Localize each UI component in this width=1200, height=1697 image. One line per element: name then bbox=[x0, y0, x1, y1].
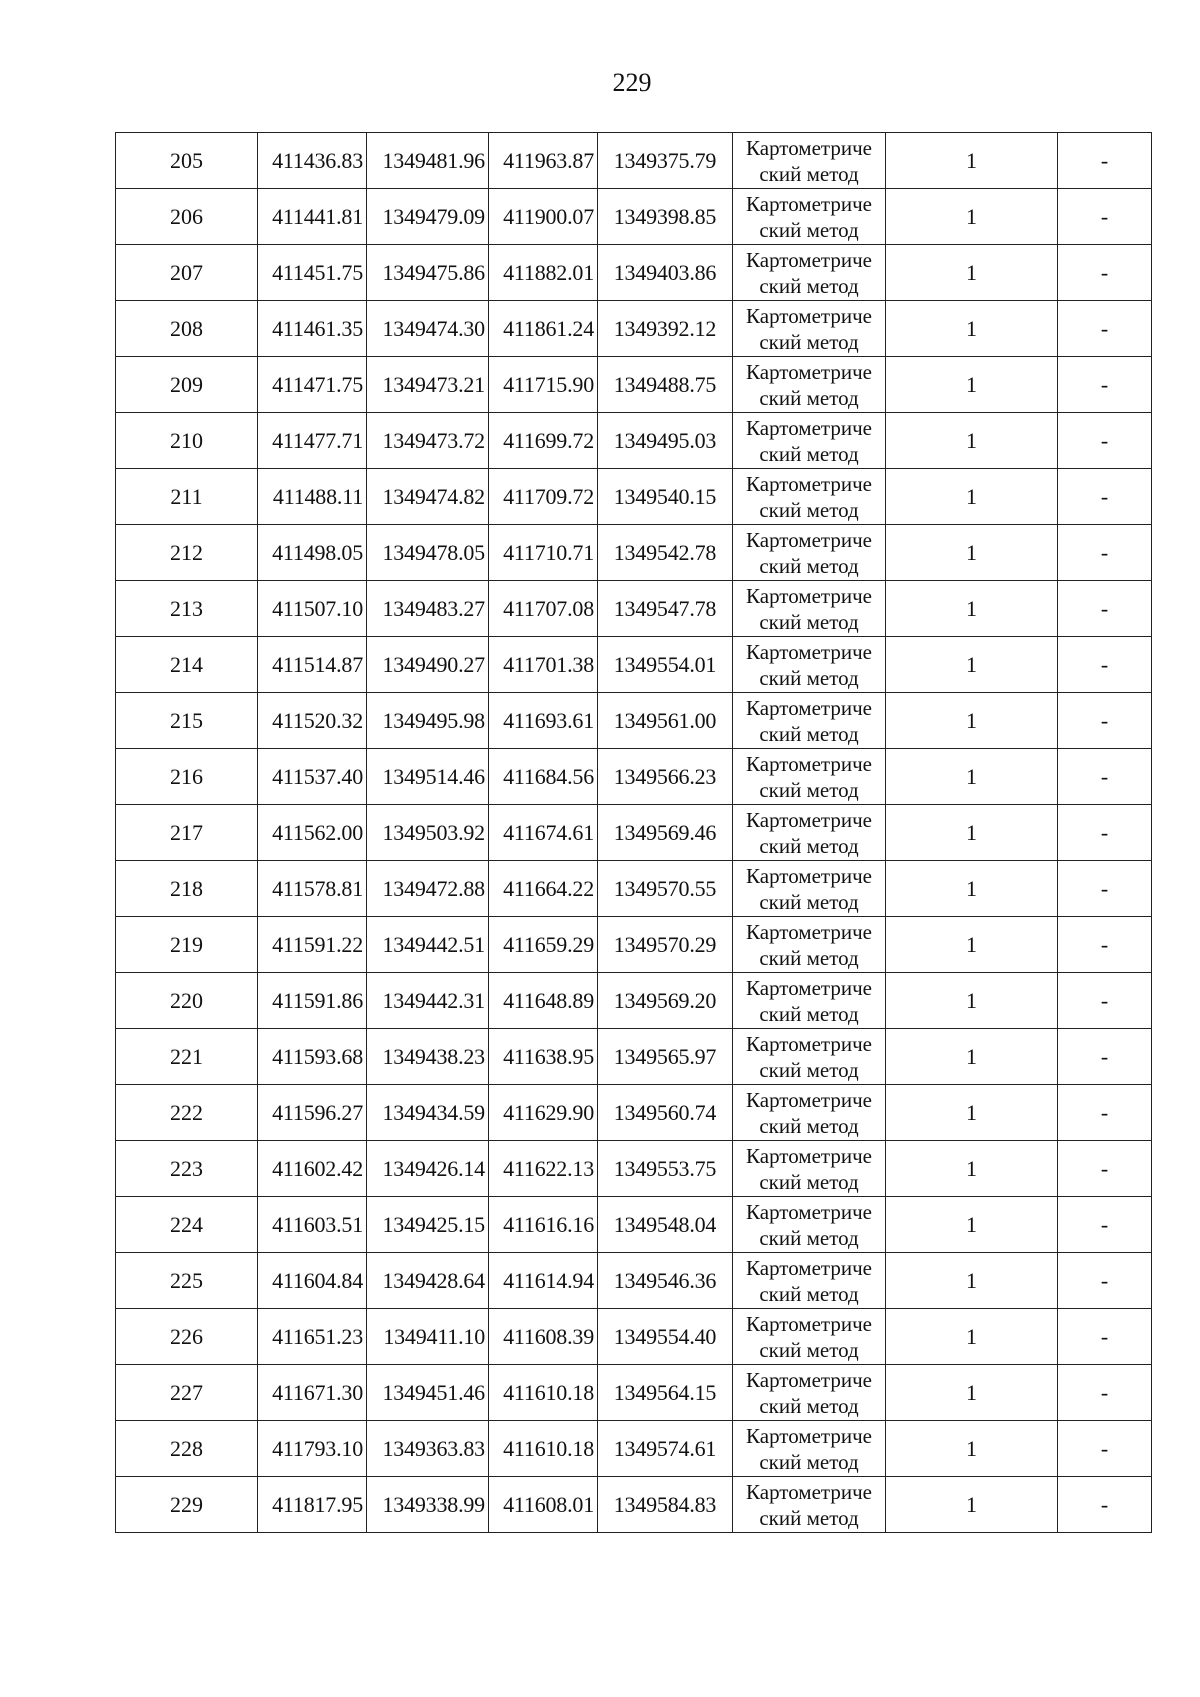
y1-coordinate-cell: 1349442.51 bbox=[367, 917, 489, 973]
method-line-2: ский метод bbox=[759, 1449, 859, 1474]
x2-coordinate-cell: 411710.71 bbox=[489, 525, 598, 581]
point-number-cell: 208 bbox=[116, 301, 258, 357]
y2-coordinate-cell: 1349375.79 bbox=[598, 133, 733, 189]
x2-coordinate-cell: 411610.18 bbox=[489, 1421, 598, 1477]
accuracy-cell: 1 bbox=[886, 1253, 1058, 1309]
y1-coordinate-cell: 1349474.30 bbox=[367, 301, 489, 357]
x2-coordinate-cell: 411693.61 bbox=[489, 693, 598, 749]
method-line-2: ский метод bbox=[759, 1337, 859, 1362]
note-cell: - bbox=[1058, 861, 1152, 917]
table-row bbox=[116, 749, 1152, 805]
table-body bbox=[116, 133, 1152, 1533]
y2-coordinate-cell: 1349566.23 bbox=[598, 749, 733, 805]
x1-coordinate-cell: 411507.10 bbox=[258, 581, 367, 637]
method-line-2: ский метод bbox=[759, 1001, 859, 1026]
method-line-1: Картометриче bbox=[746, 1423, 872, 1448]
y2-coordinate-cell: 1349392.12 bbox=[598, 301, 733, 357]
y2-coordinate-cell: 1349542.78 bbox=[598, 525, 733, 581]
y1-coordinate-cell: 1349481.96 bbox=[367, 133, 489, 189]
method-cell bbox=[733, 1477, 886, 1533]
x2-coordinate-cell: 411709.72 bbox=[489, 469, 598, 525]
x2-coordinate-cell: 411616.16 bbox=[489, 1197, 598, 1253]
table-row bbox=[116, 357, 1152, 413]
y2-coordinate-cell: 1349584.83 bbox=[598, 1477, 733, 1533]
table-row bbox=[116, 525, 1152, 581]
method-line-2: ский метод bbox=[759, 777, 859, 802]
y2-coordinate-cell: 1349403.86 bbox=[598, 245, 733, 301]
note-cell: - bbox=[1058, 1477, 1152, 1533]
method-line-1: Картометриче bbox=[746, 527, 872, 552]
y2-coordinate-cell: 1349495.03 bbox=[598, 413, 733, 469]
y2-coordinate-cell: 1349569.46 bbox=[598, 805, 733, 861]
point-number-cell: 213 bbox=[116, 581, 258, 637]
table-row bbox=[116, 1421, 1152, 1477]
y2-coordinate-cell: 1349570.55 bbox=[598, 861, 733, 917]
accuracy-cell: 1 bbox=[886, 1141, 1058, 1197]
y1-coordinate-cell: 1349442.31 bbox=[367, 973, 489, 1029]
method-line-1: Картометриче bbox=[746, 1311, 872, 1336]
point-number-cell: 207 bbox=[116, 245, 258, 301]
x1-coordinate-cell: 411488.11 bbox=[258, 469, 367, 525]
y1-coordinate-cell: 1349490.27 bbox=[367, 637, 489, 693]
y1-coordinate-cell: 1349411.10 bbox=[367, 1309, 489, 1365]
x1-coordinate-cell: 411591.86 bbox=[258, 973, 367, 1029]
y2-coordinate-cell: 1349547.78 bbox=[598, 581, 733, 637]
x2-coordinate-cell: 411664.22 bbox=[489, 861, 598, 917]
point-number-cell: 206 bbox=[116, 189, 258, 245]
table-row bbox=[116, 301, 1152, 357]
method-cell bbox=[733, 637, 886, 693]
table-row bbox=[116, 973, 1152, 1029]
method-line-1: Картометриче bbox=[746, 695, 872, 720]
note-cell: - bbox=[1058, 245, 1152, 301]
accuracy-cell: 1 bbox=[886, 189, 1058, 245]
method-line-1: Картометриче bbox=[746, 1087, 872, 1112]
accuracy-cell: 1 bbox=[886, 1029, 1058, 1085]
x1-coordinate-cell: 411602.42 bbox=[258, 1141, 367, 1197]
x2-coordinate-cell: 411629.90 bbox=[489, 1085, 598, 1141]
note-cell: - bbox=[1058, 1309, 1152, 1365]
method-line-2: ский метод bbox=[759, 1505, 859, 1530]
accuracy-cell: 1 bbox=[886, 1365, 1058, 1421]
x1-coordinate-cell: 411461.35 bbox=[258, 301, 367, 357]
y2-coordinate-cell: 1349565.97 bbox=[598, 1029, 733, 1085]
point-number-cell: 211 bbox=[116, 469, 258, 525]
method-cell bbox=[733, 1365, 886, 1421]
y1-coordinate-cell: 1349425.15 bbox=[367, 1197, 489, 1253]
y2-coordinate-cell: 1349553.75 bbox=[598, 1141, 733, 1197]
note-cell: - bbox=[1058, 189, 1152, 245]
x2-coordinate-cell: 411861.24 bbox=[489, 301, 598, 357]
method-line-1: Картометриче bbox=[746, 919, 872, 944]
x1-coordinate-cell: 411596.27 bbox=[258, 1085, 367, 1141]
method-cell bbox=[733, 1309, 886, 1365]
note-cell: - bbox=[1058, 1141, 1152, 1197]
method-line-2: ский метод bbox=[759, 217, 859, 242]
note-cell: - bbox=[1058, 805, 1152, 861]
method-line-1: Картометриче bbox=[746, 1367, 872, 1392]
method-line-1: Картометриче bbox=[746, 415, 872, 440]
y2-coordinate-cell: 1349574.61 bbox=[598, 1421, 733, 1477]
point-number-cell: 228 bbox=[116, 1421, 258, 1477]
x2-coordinate-cell: 411648.89 bbox=[489, 973, 598, 1029]
method-cell bbox=[733, 749, 886, 805]
method-cell bbox=[733, 525, 886, 581]
x1-coordinate-cell: 411436.83 bbox=[258, 133, 367, 189]
x2-coordinate-cell: 411622.13 bbox=[489, 1141, 598, 1197]
accuracy-cell: 1 bbox=[886, 749, 1058, 805]
x2-coordinate-cell: 411684.56 bbox=[489, 749, 598, 805]
y1-coordinate-cell: 1349478.05 bbox=[367, 525, 489, 581]
method-line-2: ский метод bbox=[759, 385, 859, 410]
x1-coordinate-cell: 411514.87 bbox=[258, 637, 367, 693]
note-cell: - bbox=[1058, 1197, 1152, 1253]
method-cell bbox=[733, 973, 886, 1029]
note-cell: - bbox=[1058, 637, 1152, 693]
accuracy-cell: 1 bbox=[886, 245, 1058, 301]
y1-coordinate-cell: 1349363.83 bbox=[367, 1421, 489, 1477]
x1-coordinate-cell: 411593.68 bbox=[258, 1029, 367, 1085]
table-row bbox=[116, 805, 1152, 861]
table-row bbox=[116, 1029, 1152, 1085]
x2-coordinate-cell: 411715.90 bbox=[489, 357, 598, 413]
method-line-2: ский метод bbox=[759, 945, 859, 970]
method-cell bbox=[733, 1141, 886, 1197]
point-number-cell: 215 bbox=[116, 693, 258, 749]
accuracy-cell: 1 bbox=[886, 693, 1058, 749]
table-row bbox=[116, 189, 1152, 245]
method-line-2: ский метод bbox=[759, 1169, 859, 1194]
method-cell bbox=[733, 805, 886, 861]
x1-coordinate-cell: 411671.30 bbox=[258, 1365, 367, 1421]
point-number-cell: 216 bbox=[116, 749, 258, 805]
method-cell bbox=[733, 245, 886, 301]
note-cell: - bbox=[1058, 917, 1152, 973]
x1-coordinate-cell: 411793.10 bbox=[258, 1421, 367, 1477]
accuracy-cell: 1 bbox=[886, 805, 1058, 861]
table-row bbox=[116, 1477, 1152, 1533]
point-number-cell: 205 bbox=[116, 133, 258, 189]
point-number-cell: 223 bbox=[116, 1141, 258, 1197]
accuracy-cell: 1 bbox=[886, 133, 1058, 189]
x1-coordinate-cell: 411591.22 bbox=[258, 917, 367, 973]
method-line-2: ский метод bbox=[759, 1057, 859, 1082]
method-line-2: ский метод bbox=[759, 161, 859, 186]
y1-coordinate-cell: 1349479.09 bbox=[367, 189, 489, 245]
note-cell: - bbox=[1058, 357, 1152, 413]
method-line-1: Картометриче bbox=[746, 135, 872, 160]
note-cell: - bbox=[1058, 301, 1152, 357]
point-number-cell: 219 bbox=[116, 917, 258, 973]
x1-coordinate-cell: 411520.32 bbox=[258, 693, 367, 749]
y2-coordinate-cell: 1349560.74 bbox=[598, 1085, 733, 1141]
y2-coordinate-cell: 1349540.15 bbox=[598, 469, 733, 525]
method-line-2: ский метод bbox=[759, 273, 859, 298]
note-cell: - bbox=[1058, 1029, 1152, 1085]
method-line-2: ский метод bbox=[759, 833, 859, 858]
y1-coordinate-cell: 1349434.59 bbox=[367, 1085, 489, 1141]
point-number-cell: 227 bbox=[116, 1365, 258, 1421]
point-number-cell: 210 bbox=[116, 413, 258, 469]
method-line-2: ский метод bbox=[759, 609, 859, 634]
x1-coordinate-cell: 411817.95 bbox=[258, 1477, 367, 1533]
x2-coordinate-cell: 411608.01 bbox=[489, 1477, 598, 1533]
accuracy-cell: 1 bbox=[886, 1085, 1058, 1141]
accuracy-cell: 1 bbox=[886, 973, 1058, 1029]
y1-coordinate-cell: 1349438.23 bbox=[367, 1029, 489, 1085]
note-cell: - bbox=[1058, 1421, 1152, 1477]
x1-coordinate-cell: 411498.05 bbox=[258, 525, 367, 581]
method-cell bbox=[733, 1253, 886, 1309]
method-cell bbox=[733, 469, 886, 525]
note-cell: - bbox=[1058, 1253, 1152, 1309]
y1-coordinate-cell: 1349474.82 bbox=[367, 469, 489, 525]
x2-coordinate-cell: 411699.72 bbox=[489, 413, 598, 469]
method-line-2: ский метод bbox=[759, 441, 859, 466]
y1-coordinate-cell: 1349514.46 bbox=[367, 749, 489, 805]
table-row bbox=[116, 1253, 1152, 1309]
x2-coordinate-cell: 411610.18 bbox=[489, 1365, 598, 1421]
note-cell: - bbox=[1058, 693, 1152, 749]
method-line-2: ский метод bbox=[759, 497, 859, 522]
method-cell bbox=[733, 189, 886, 245]
method-line-1: Картометриче bbox=[746, 303, 872, 328]
method-line-1: Картометриче bbox=[746, 807, 872, 832]
accuracy-cell: 1 bbox=[886, 469, 1058, 525]
x1-coordinate-cell: 411604.84 bbox=[258, 1253, 367, 1309]
method-line-1: Картометриче bbox=[746, 1031, 872, 1056]
y2-coordinate-cell: 1349561.00 bbox=[598, 693, 733, 749]
method-line-1: Картометриче bbox=[746, 471, 872, 496]
x2-coordinate-cell: 411707.08 bbox=[489, 581, 598, 637]
x2-coordinate-cell: 411659.29 bbox=[489, 917, 598, 973]
x1-coordinate-cell: 411441.81 bbox=[258, 189, 367, 245]
y2-coordinate-cell: 1349546.36 bbox=[598, 1253, 733, 1309]
x2-coordinate-cell: 411900.07 bbox=[489, 189, 598, 245]
method-line-1: Картометриче bbox=[746, 863, 872, 888]
method-cell bbox=[733, 581, 886, 637]
x1-coordinate-cell: 411537.40 bbox=[258, 749, 367, 805]
point-number-cell: 220 bbox=[116, 973, 258, 1029]
note-cell: - bbox=[1058, 413, 1152, 469]
method-line-2: ский метод bbox=[759, 889, 859, 914]
y2-coordinate-cell: 1349554.01 bbox=[598, 637, 733, 693]
point-number-cell: 209 bbox=[116, 357, 258, 413]
y2-coordinate-cell: 1349488.75 bbox=[598, 357, 733, 413]
table-row bbox=[116, 1141, 1152, 1197]
accuracy-cell: 1 bbox=[886, 637, 1058, 693]
point-number-cell: 212 bbox=[116, 525, 258, 581]
y1-coordinate-cell: 1349451.46 bbox=[367, 1365, 489, 1421]
method-cell bbox=[733, 301, 886, 357]
method-line-1: Картометриче bbox=[746, 583, 872, 608]
point-number-cell: 221 bbox=[116, 1029, 258, 1085]
method-line-1: Картометриче bbox=[746, 247, 872, 272]
method-cell bbox=[733, 1085, 886, 1141]
x1-coordinate-cell: 411578.81 bbox=[258, 861, 367, 917]
method-line-1: Картометриче bbox=[746, 359, 872, 384]
table-row bbox=[116, 245, 1152, 301]
accuracy-cell: 1 bbox=[886, 1197, 1058, 1253]
table-row bbox=[116, 1085, 1152, 1141]
table-row bbox=[116, 1197, 1152, 1253]
x2-coordinate-cell: 411882.01 bbox=[489, 245, 598, 301]
accuracy-cell: 1 bbox=[886, 357, 1058, 413]
point-number-cell: 218 bbox=[116, 861, 258, 917]
y1-coordinate-cell: 1349473.72 bbox=[367, 413, 489, 469]
method-line-1: Картометриче bbox=[746, 1479, 872, 1504]
point-number-cell: 225 bbox=[116, 1253, 258, 1309]
note-cell: - bbox=[1058, 133, 1152, 189]
x2-coordinate-cell: 411963.87 bbox=[489, 133, 598, 189]
method-cell bbox=[733, 413, 886, 469]
y1-coordinate-cell: 1349473.21 bbox=[367, 357, 489, 413]
method-line-1: Картометриче bbox=[746, 975, 872, 1000]
accuracy-cell: 1 bbox=[886, 413, 1058, 469]
table-row bbox=[116, 1365, 1152, 1421]
y1-coordinate-cell: 1349426.14 bbox=[367, 1141, 489, 1197]
x2-coordinate-cell: 411674.61 bbox=[489, 805, 598, 861]
table-row bbox=[116, 413, 1152, 469]
accuracy-cell: 1 bbox=[886, 581, 1058, 637]
note-cell: - bbox=[1058, 1365, 1152, 1421]
point-number-cell: 222 bbox=[116, 1085, 258, 1141]
method-line-1: Картометриче bbox=[746, 191, 872, 216]
table-row bbox=[116, 693, 1152, 749]
x1-coordinate-cell: 411471.75 bbox=[258, 357, 367, 413]
y1-coordinate-cell: 1349472.88 bbox=[367, 861, 489, 917]
method-cell bbox=[733, 1421, 886, 1477]
note-cell: - bbox=[1058, 973, 1152, 1029]
note-cell: - bbox=[1058, 581, 1152, 637]
method-line-1: Картометриче bbox=[746, 639, 872, 664]
x1-coordinate-cell: 411477.71 bbox=[258, 413, 367, 469]
coordinates-table bbox=[115, 132, 1152, 1533]
method-cell bbox=[733, 1197, 886, 1253]
method-cell bbox=[733, 133, 886, 189]
y2-coordinate-cell: 1349570.29 bbox=[598, 917, 733, 973]
method-line-2: ский метод bbox=[759, 553, 859, 578]
y2-coordinate-cell: 1349569.20 bbox=[598, 973, 733, 1029]
accuracy-cell: 1 bbox=[886, 861, 1058, 917]
x1-coordinate-cell: 411651.23 bbox=[258, 1309, 367, 1365]
x2-coordinate-cell: 411614.94 bbox=[489, 1253, 598, 1309]
note-cell: - bbox=[1058, 469, 1152, 525]
method-line-1: Картометриче bbox=[746, 1199, 872, 1224]
accuracy-cell: 1 bbox=[886, 301, 1058, 357]
method-line-1: Картометриче bbox=[746, 1143, 872, 1168]
table-row bbox=[116, 469, 1152, 525]
table-row bbox=[116, 1309, 1152, 1365]
method-line-2: ский метод bbox=[759, 1113, 859, 1138]
x1-coordinate-cell: 411451.75 bbox=[258, 245, 367, 301]
point-number-cell: 224 bbox=[116, 1197, 258, 1253]
method-cell bbox=[733, 861, 886, 917]
accuracy-cell: 1 bbox=[886, 525, 1058, 581]
accuracy-cell: 1 bbox=[886, 1421, 1058, 1477]
y2-coordinate-cell: 1349564.15 bbox=[598, 1365, 733, 1421]
y2-coordinate-cell: 1349554.40 bbox=[598, 1309, 733, 1365]
y1-coordinate-cell: 1349503.92 bbox=[367, 805, 489, 861]
page-number: 229 bbox=[612, 68, 652, 97]
table-row bbox=[116, 133, 1152, 189]
method-cell bbox=[733, 917, 886, 973]
point-number-cell: 214 bbox=[116, 637, 258, 693]
y1-coordinate-cell: 1349495.98 bbox=[367, 693, 489, 749]
method-line-2: ский метод bbox=[759, 665, 859, 690]
table-row bbox=[116, 637, 1152, 693]
method-line-2: ский метод bbox=[759, 721, 859, 746]
table-row bbox=[116, 917, 1152, 973]
x2-coordinate-cell: 411608.39 bbox=[489, 1309, 598, 1365]
point-number-cell: 226 bbox=[116, 1309, 258, 1365]
method-cell bbox=[733, 693, 886, 749]
method-line-2: ский метод bbox=[759, 1393, 859, 1418]
x2-coordinate-cell: 411638.95 bbox=[489, 1029, 598, 1085]
note-cell: - bbox=[1058, 749, 1152, 805]
y1-coordinate-cell: 1349428.64 bbox=[367, 1253, 489, 1309]
method-line-2: ский метод bbox=[759, 1281, 859, 1306]
method-cell bbox=[733, 1029, 886, 1085]
method-cell bbox=[733, 357, 886, 413]
method-line-1: Картометриче bbox=[746, 751, 872, 776]
y1-coordinate-cell: 1349338.99 bbox=[367, 1477, 489, 1533]
x1-coordinate-cell: 411562.00 bbox=[258, 805, 367, 861]
method-line-1: Картометриче bbox=[746, 1255, 872, 1280]
x1-coordinate-cell: 411603.51 bbox=[258, 1197, 367, 1253]
accuracy-cell: 1 bbox=[886, 1477, 1058, 1533]
note-cell: - bbox=[1058, 1085, 1152, 1141]
x2-coordinate-cell: 411701.38 bbox=[489, 637, 598, 693]
note-cell: - bbox=[1058, 525, 1152, 581]
table-row bbox=[116, 861, 1152, 917]
method-line-2: ский метод bbox=[759, 329, 859, 354]
accuracy-cell: 1 bbox=[886, 1309, 1058, 1365]
table-row bbox=[116, 581, 1152, 637]
point-number-cell: 217 bbox=[116, 805, 258, 861]
y2-coordinate-cell: 1349398.85 bbox=[598, 189, 733, 245]
point-number-cell: 229 bbox=[116, 1477, 258, 1533]
method-line-2: ский метод bbox=[759, 1225, 859, 1250]
y1-coordinate-cell: 1349483.27 bbox=[367, 581, 489, 637]
y2-coordinate-cell: 1349548.04 bbox=[598, 1197, 733, 1253]
y1-coordinate-cell: 1349475.86 bbox=[367, 245, 489, 301]
accuracy-cell: 1 bbox=[886, 917, 1058, 973]
